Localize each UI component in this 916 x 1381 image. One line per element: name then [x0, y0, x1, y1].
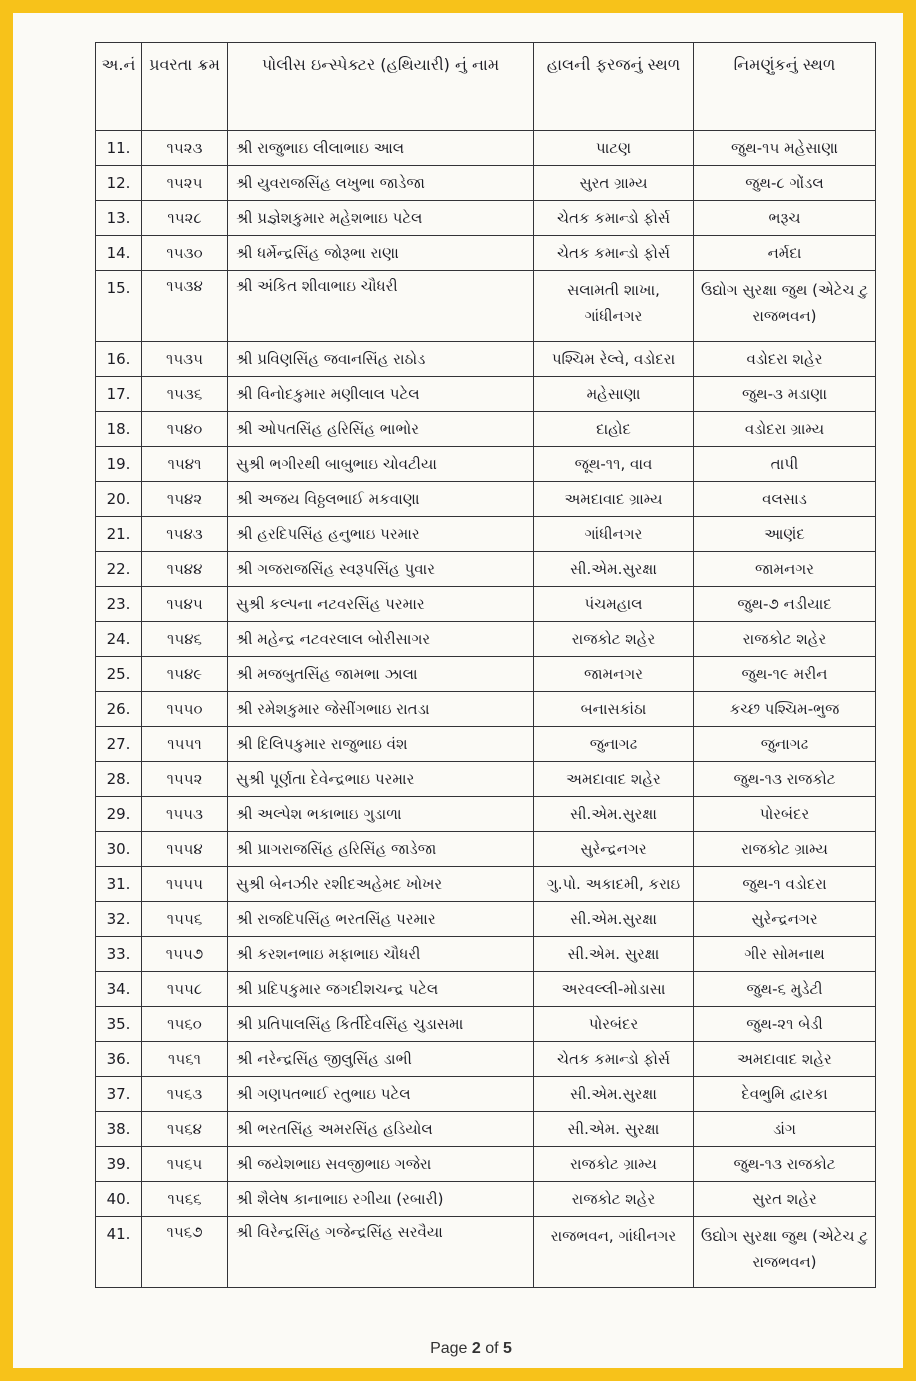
seniority-order-cell: ૧૫૬૦ — [142, 1007, 228, 1042]
header-serial-no: અ.નં — [96, 43, 142, 131]
inspector-name-cell: શ્રી દિલિપકુમાર રાજુભાઇ વંશ — [228, 727, 534, 762]
new-posting-cell: જુથ-૭ નડીયાદ — [694, 587, 876, 622]
table-row — [96, 692, 876, 727]
serial-no-cell: 35. — [96, 1007, 142, 1042]
table-row — [96, 447, 876, 482]
new-posting-cell: અમદાવાદ શહેર — [694, 1042, 876, 1077]
serial-no-cell: 19. — [96, 447, 142, 482]
inspector-name-cell: શ્રી વિનોદકુમાર મણીલાલ પટેલ — [228, 377, 534, 412]
seniority-order-cell: ૧૫૪૧ — [142, 447, 228, 482]
table-row — [96, 1182, 876, 1217]
serial-no-cell: 13. — [96, 201, 142, 236]
inspector-name-cell: શ્રી ઓપતસિંહ હરિસિંહ ભાભોર — [228, 412, 534, 447]
inspector-name-cell: શ્રી રાજુભાઇ લીલાભાઇ આલ — [228, 131, 534, 166]
inspector-name-cell: શ્રી ભરતસિંહ અમરસિંહ હડિયોલ — [228, 1112, 534, 1147]
new-posting-cell: જુથ-૧૯ મરીન — [694, 657, 876, 692]
serial-no-cell: 39. — [96, 1147, 142, 1182]
current-posting-cell: ચેતક કમાન્ડો ફોર્સ — [534, 201, 694, 236]
current-posting-cell: પાટણ — [534, 131, 694, 166]
current-posting-cell: રાજકોટ ગ્રામ્ય — [534, 1147, 694, 1182]
header-new-posting: નિમણુંકનું સ્થળ — [694, 43, 876, 131]
seniority-order-cell: ૧૫૪૯ — [142, 657, 228, 692]
current-page-number: 2 — [471, 1340, 481, 1357]
new-posting-cell: જુનાગઢ — [694, 727, 876, 762]
table-row — [96, 412, 876, 447]
seniority-order-cell: ૧૫૬૩ — [142, 1077, 228, 1112]
inspector-name-cell: શ્રી હરદિપસિંહ હનુભાઇ પરમાર — [228, 517, 534, 552]
current-posting-cell: પંચમહાલ — [534, 587, 694, 622]
inspector-name-cell: શ્રી શૈલેષ કાનાભાઇ રગીયા (રબારી) — [228, 1182, 534, 1217]
table-row — [96, 1112, 876, 1147]
table-row — [96, 937, 876, 972]
current-posting-cell: ચેતક કમાન્ડો ફોર્સ — [534, 1042, 694, 1077]
serial-no-cell: 30. — [96, 832, 142, 867]
table-header-row — [96, 43, 876, 131]
page-label-prefix: Page — [430, 1340, 472, 1357]
current-posting-cell: જૂથ-૧૧, વાવ — [534, 447, 694, 482]
serial-no-cell: 17. — [96, 377, 142, 412]
current-posting-cell: સી.એમ.સુરક્ષા — [534, 1077, 694, 1112]
new-posting-cell: જુથ-૧ વડોદરા — [694, 867, 876, 902]
inspector-name-cell: શ્રી પ્રવિણસિંહ જવાનસિંહ રાઠોડ — [228, 342, 534, 377]
inspector-name-cell: શ્રી પ્રાગરાજસિંહ હરિસિંહ જાડેજા — [228, 832, 534, 867]
serial-no-cell: 20. — [96, 482, 142, 517]
seniority-order-cell: ૧૫૨૮ — [142, 201, 228, 236]
table-row — [96, 972, 876, 1007]
current-posting-cell: મહેસાણા — [534, 377, 694, 412]
table-row — [96, 622, 876, 657]
seniority-order-cell: ૧૫૫૨ — [142, 762, 228, 797]
table-row — [96, 832, 876, 867]
seniority-order-cell: ૧૫૪૪ — [142, 552, 228, 587]
inspector-name-cell: શ્રી વિરેન્દ્રસિંહ ગજેન્દ્રસિંહ સરવૈયા — [228, 1217, 534, 1288]
serial-no-cell: 33. — [96, 937, 142, 972]
seniority-order-cell: ૧૫૫૧ — [142, 727, 228, 762]
inspector-name-cell: શ્રી જયેશભાઇ સવજીભાઇ ગજેરા — [228, 1147, 534, 1182]
new-posting-cell: ગીર સોમનાથ — [694, 937, 876, 972]
new-posting-cell: જુથ-૧૩ રાજકોટ — [694, 762, 876, 797]
serial-no-cell: 40. — [96, 1182, 142, 1217]
current-posting-cell: જુનાગઢ — [534, 727, 694, 762]
table-row — [96, 517, 876, 552]
table-row — [96, 1077, 876, 1112]
current-posting-cell: અમદાવાદ શહેર — [534, 762, 694, 797]
seniority-order-cell: ૧૫૫૪ — [142, 832, 228, 867]
serial-no-cell: 12. — [96, 166, 142, 201]
serial-no-cell: 15. — [96, 271, 142, 342]
serial-no-cell: 31. — [96, 867, 142, 902]
serial-no-cell: 16. — [96, 342, 142, 377]
table-row — [96, 482, 876, 517]
table-row — [96, 552, 876, 587]
seniority-order-cell: ૧૫૪૫ — [142, 587, 228, 622]
header-current-posting: હાલની ફરજનું સ્થળ — [534, 43, 694, 131]
current-posting-cell: સી.એમ. સુરક્ષા — [534, 1112, 694, 1147]
current-posting-cell: સી.એમ. સુરક્ષા — [534, 937, 694, 972]
seniority-order-cell: ૧૫૩૬ — [142, 377, 228, 412]
inspector-name-cell: સુશ્રી પૂર્ણતા દેવેન્દ્રભાઇ પરમાર — [228, 762, 534, 797]
table-row — [96, 342, 876, 377]
seniority-order-cell: ૧૫૪૩ — [142, 517, 228, 552]
inspector-name-cell: શ્રી અંકિત શીવાભાઇ ચૌધરી — [228, 271, 534, 342]
new-posting-cell: તાપી — [694, 447, 876, 482]
new-posting-cell: રાજકોટ શહેર — [694, 622, 876, 657]
seniority-order-cell: ૧૫૪૦ — [142, 412, 228, 447]
seniority-order-cell: ૧૫૩૫ — [142, 342, 228, 377]
serial-no-cell: 11. — [96, 131, 142, 166]
new-posting-cell: રાજકોટ ગ્રામ્ય — [694, 832, 876, 867]
new-posting-cell: સુરત શહેર — [694, 1182, 876, 1217]
seniority-order-cell: ૧૫૬૬ — [142, 1182, 228, 1217]
header-inspector-name: પોલીસ ઇન્સ્પેક્ટર (હથિયારી) નું નામ — [228, 43, 534, 131]
serial-no-cell: 18. — [96, 412, 142, 447]
new-posting-cell: પોરબંદર — [694, 797, 876, 832]
current-posting-cell: સી.એમ.સુરક્ષા — [534, 797, 694, 832]
new-posting-cell: જુથ-૧૩ રાજકોટ — [694, 1147, 876, 1182]
table-row — [96, 1007, 876, 1042]
seniority-order-cell: ૧૫૫૫ — [142, 867, 228, 902]
seniority-order-cell: ૧૫૨૫ — [142, 166, 228, 201]
current-posting-cell: રાજકોટ શહેર — [534, 622, 694, 657]
serial-no-cell: 27. — [96, 727, 142, 762]
table-row — [96, 867, 876, 902]
new-posting-cell: વડોદરા ગ્રામ્ય — [694, 412, 876, 447]
table-row — [96, 271, 876, 342]
seniority-order-cell: ૧૫૬૧ — [142, 1042, 228, 1077]
current-posting-cell: ચેતક કમાન્ડો ફોર્સ — [534, 236, 694, 271]
inspector-name-cell: સુશ્રી કલ્પના નટવરસિંહ પરમાર — [228, 587, 534, 622]
total-page-count: 5 — [503, 1340, 512, 1357]
seniority-order-cell: ૧૫૬૫ — [142, 1147, 228, 1182]
serial-no-cell: 37. — [96, 1077, 142, 1112]
new-posting-cell: નર્મદા — [694, 236, 876, 271]
table-row — [96, 1147, 876, 1182]
table-row — [96, 902, 876, 937]
inspector-name-cell: સુશ્રી ભગીરથી બાબુભાઇ ચોવટીયા — [228, 447, 534, 482]
inspector-name-cell: શ્રી પ્રતિપાલસિંહ કિર્તીદેવસિંહ ચુડાસમા — [228, 1007, 534, 1042]
new-posting-cell: વડોદરા શહેર — [694, 342, 876, 377]
new-posting-cell: જુથ-૨૧ બેડી — [694, 1007, 876, 1042]
current-posting-cell: સુરેન્દ્રનગર — [534, 832, 694, 867]
current-posting-cell: પોરબંદર — [534, 1007, 694, 1042]
seniority-order-cell: ૧૫૫૮ — [142, 972, 228, 1007]
serial-no-cell: 38. — [96, 1112, 142, 1147]
new-posting-cell: દેવભુમિ દ્વારકા — [694, 1077, 876, 1112]
inspector-name-cell: સુશ્રી બેનઝીર રશીદઅહેમદ ખોખર — [228, 867, 534, 902]
new-posting-cell: આણંદ — [694, 517, 876, 552]
new-posting-cell: કચ્છ પશ્ચિમ-ભુજ — [694, 692, 876, 727]
inspector-name-cell: શ્રી ગણપતભાઈ રતુભાઇ પટેલ — [228, 1077, 534, 1112]
serial-no-cell: 28. — [96, 762, 142, 797]
seniority-order-cell: ૧૫૪૬ — [142, 622, 228, 657]
new-posting-cell: જુથ-૩ મડાણા — [694, 377, 876, 412]
inspector-name-cell: શ્રી ગજરાજસિંહ સ્વરૂપસિંહ પુવાર — [228, 552, 534, 587]
table-row — [96, 236, 876, 271]
page-number — [13, 1340, 916, 1358]
table-row — [96, 587, 876, 622]
new-posting-cell: ઉદ્યોગ સુરક્ષા જુથ (એટેચ ટુ રાજભવન) — [694, 271, 876, 342]
header-seniority-order: પ્રવરતા ક્રમ — [142, 43, 228, 131]
new-posting-cell: જામનગર — [694, 552, 876, 587]
current-posting-cell: જામનગર — [534, 657, 694, 692]
table-row — [96, 727, 876, 762]
seniority-order-cell: ૧૫૫૬ — [142, 902, 228, 937]
seniority-order-cell: ૧૫૫૭ — [142, 937, 228, 972]
seniority-order-cell: ૧૫૪૨ — [142, 482, 228, 517]
serial-no-cell: 36. — [96, 1042, 142, 1077]
table-row — [96, 762, 876, 797]
inspector-name-cell: શ્રી પ્રદિપકુમાર જગદીશચન્દ્ર પટેલ — [228, 972, 534, 1007]
table-row — [96, 166, 876, 201]
inspector-transfer-table — [95, 42, 876, 1288]
current-posting-cell: ગુ.પો. અકાદમી, કરાઇ — [534, 867, 694, 902]
seniority-order-cell: ૧૫૬૪ — [142, 1112, 228, 1147]
serial-no-cell: 41. — [96, 1217, 142, 1288]
serial-no-cell: 24. — [96, 622, 142, 657]
serial-no-cell: 23. — [96, 587, 142, 622]
inspector-name-cell: શ્રી મહેન્દ્ર નટવરલાલ બોરીસાગર — [228, 622, 534, 657]
seniority-order-cell: ૧૫૫૦ — [142, 692, 228, 727]
table-row — [96, 797, 876, 832]
table-row — [96, 131, 876, 166]
current-posting-cell: ગાંધીનગર — [534, 517, 694, 552]
current-posting-cell: પશ્ચિમ રેલ્વે, વડોદરા — [534, 342, 694, 377]
current-posting-cell: સી.એમ.સુરક્ષા — [534, 552, 694, 587]
new-posting-cell: વલસાડ — [694, 482, 876, 517]
inspector-name-cell: શ્રી નરેન્દ્રસિંહ જીલુસિંહ ડાભી — [228, 1042, 534, 1077]
inspector-name-cell: શ્રી અજય વિઠ્ઠલભાઈ મકવાણા — [228, 482, 534, 517]
seniority-order-cell: ૧૫૫૩ — [142, 797, 228, 832]
current-posting-cell: દાહોદ — [534, 412, 694, 447]
serial-no-cell: 29. — [96, 797, 142, 832]
inspector-name-cell: શ્રી યુવરાજસિંહ લખુભા જાડેજા — [228, 166, 534, 201]
table-row — [96, 377, 876, 412]
serial-no-cell: 21. — [96, 517, 142, 552]
seniority-order-cell: ૧૫૩૦ — [142, 236, 228, 271]
current-posting-cell: સલામતી શાખા, ગાંધીનગર — [534, 271, 694, 342]
table-row — [96, 201, 876, 236]
new-posting-cell: જુથ-૬ મુડેટી — [694, 972, 876, 1007]
serial-no-cell: 25. — [96, 657, 142, 692]
serial-no-cell: 32. — [96, 902, 142, 937]
current-posting-cell: અમદાવાદ ગ્રામ્ય — [534, 482, 694, 517]
table-row — [96, 1042, 876, 1077]
table-row — [96, 1217, 876, 1288]
new-posting-cell: ડાંગ — [694, 1112, 876, 1147]
inspector-name-cell: શ્રી રમેશકુમાર જેસીંગભાઇ રાતડા — [228, 692, 534, 727]
serial-no-cell: 34. — [96, 972, 142, 1007]
inspector-name-cell: શ્રી અલ્પેશ ભકાભાઇ ગુડાળા — [228, 797, 534, 832]
new-posting-cell: ભરૂચ — [694, 201, 876, 236]
new-posting-cell: સુરેન્દ્રનગર — [694, 902, 876, 937]
inspector-name-cell: શ્રી રાજદિપસિંહ ભરતસિંહ પરમાર — [228, 902, 534, 937]
current-posting-cell: રાજભવન, ગાંધીનગર — [534, 1217, 694, 1288]
serial-no-cell: 26. — [96, 692, 142, 727]
current-posting-cell: અરવલ્લી-મોડાસા — [534, 972, 694, 1007]
current-posting-cell: બનાસકાંઠા — [534, 692, 694, 727]
table-row — [96, 657, 876, 692]
serial-no-cell: 14. — [96, 236, 142, 271]
inspector-name-cell: શ્રી મજબુતસિંહ જામભા ઝાલા — [228, 657, 534, 692]
current-posting-cell: રાજકોટ શહેર — [534, 1182, 694, 1217]
table-body — [96, 131, 876, 1288]
new-posting-cell: ઉદ્યોગ સુરક્ષા જુથ (એટેચ ટુ રાજભવન) — [694, 1217, 876, 1288]
seniority-order-cell: ૧૫૨૩ — [142, 131, 228, 166]
current-posting-cell: સુરત ગ્રામ્ય — [534, 166, 694, 201]
current-posting-cell: સી.એમ.સુરક્ષા — [534, 902, 694, 937]
inspector-name-cell: શ્રી પ્રજ્ઞેશકુમાર મહેશભાઇ પટેલ — [228, 201, 534, 236]
inspector-name-cell: શ્રી કરશનભાઇ મફાભાઇ ચૌધરી — [228, 937, 534, 972]
page-label-separator: of — [480, 1340, 504, 1357]
new-posting-cell: જુથ-૧૫ મહેસાણા — [694, 131, 876, 166]
seniority-order-cell: ૧૫૬૭ — [142, 1217, 228, 1288]
seniority-order-cell: ૧૫૩૪ — [142, 271, 228, 342]
serial-no-cell: 22. — [96, 552, 142, 587]
inspector-name-cell: શ્રી ધર્મેન્દ્રસિંહ જોરૂભા રાણા — [228, 236, 534, 271]
new-posting-cell: જુથ-૮ ગોંડલ — [694, 166, 876, 201]
